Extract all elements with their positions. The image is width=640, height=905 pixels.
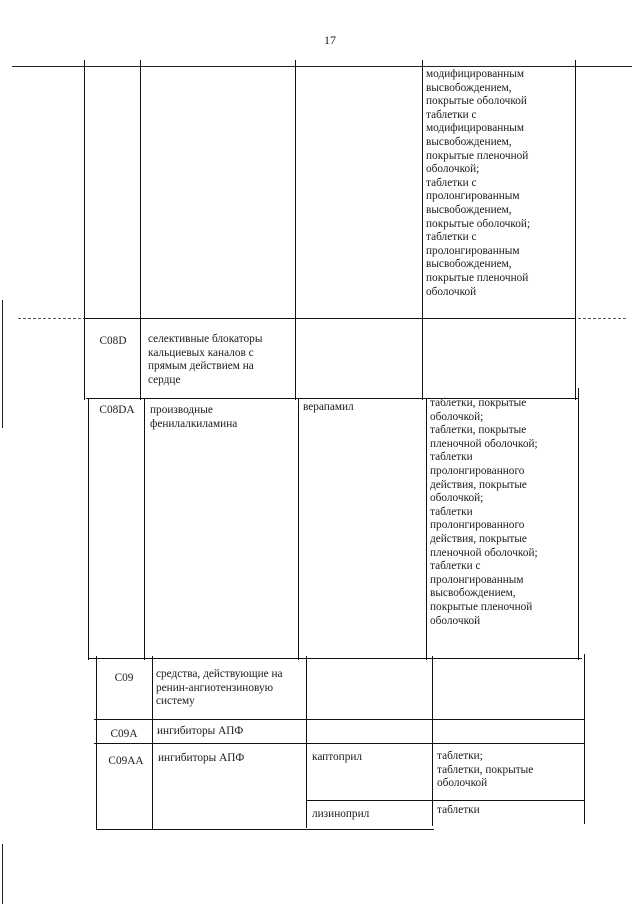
atc-code-cell: C08D — [99, 335, 127, 347]
grid-line — [140, 60, 141, 400]
dosage-form-cell: таблетки — [437, 804, 480, 816]
atc-group-name-cell: ингибиторы АПФ — [158, 752, 245, 764]
atc-group-name-cell: селективные блокаторы кальциевых каналов с прямым действием на сердце — [148, 333, 263, 386]
atc-code-cell: C08DA — [99, 404, 135, 416]
dosage-form-cell: модифицированным высвобождением, покрытые оболочкой таблетки с модифицированным высвобождением, покрытые пленочной оболочкой; таблетки с пролонгированным высвобождением, покрытые оболочкой; таблетки с пролонгированным высвобождением, покрытые пленочной оболочкой — [426, 68, 531, 298]
scan-left-margin-lower — [2, 844, 3, 904]
grid-line — [298, 398, 299, 660]
grid-line — [94, 743, 584, 744]
grid-line — [96, 829, 434, 830]
grid-line — [84, 318, 576, 319]
grid-line — [422, 60, 423, 400]
grid-line — [94, 719, 584, 720]
page-number: 17 — [324, 33, 336, 47]
atc-group-name-cell: производные фенилалкиламина — [150, 404, 238, 430]
grid-line — [295, 60, 296, 400]
grid-line — [426, 398, 427, 660]
grid-line — [144, 398, 145, 660]
atc-code-cell: C09 — [114, 672, 134, 684]
drug-name-cell: каптоприл — [312, 751, 363, 763]
scan-left-margin-upper — [2, 300, 3, 428]
atc-group-name-cell: ингибиторы АПФ — [157, 725, 244, 737]
grid-line — [84, 60, 85, 400]
dosage-form-cell: таблетки, покрытые оболочкой; таблетки, покрытые пленочной оболочкой; таблетки пролонгированного действия, покрытые оболочкой; таблетки пролонгированного действия, покрытые пленочной оболочкой; таблетки с пролонгированным высвобождением, покрытые пленочной оболочкой — [430, 397, 538, 627]
grid-line — [306, 800, 584, 801]
grid-line — [584, 654, 585, 824]
grid-line — [88, 398, 89, 660]
atc-group-name-cell: средства, действующие на ренин-ангиотензиновую систему — [156, 668, 283, 708]
drug-name-cell: верапамил — [303, 401, 354, 413]
atc-code-cell: C09A — [110, 728, 138, 740]
grid-line — [88, 658, 582, 659]
dosage-form-cell: таблетки; таблетки, покрытые оболочкой — [437, 750, 534, 790]
atc-code-cell: C09AA — [108, 755, 144, 767]
scan-top-rule — [12, 66, 632, 67]
drug-name-cell: лизиноприл — [312, 808, 370, 820]
